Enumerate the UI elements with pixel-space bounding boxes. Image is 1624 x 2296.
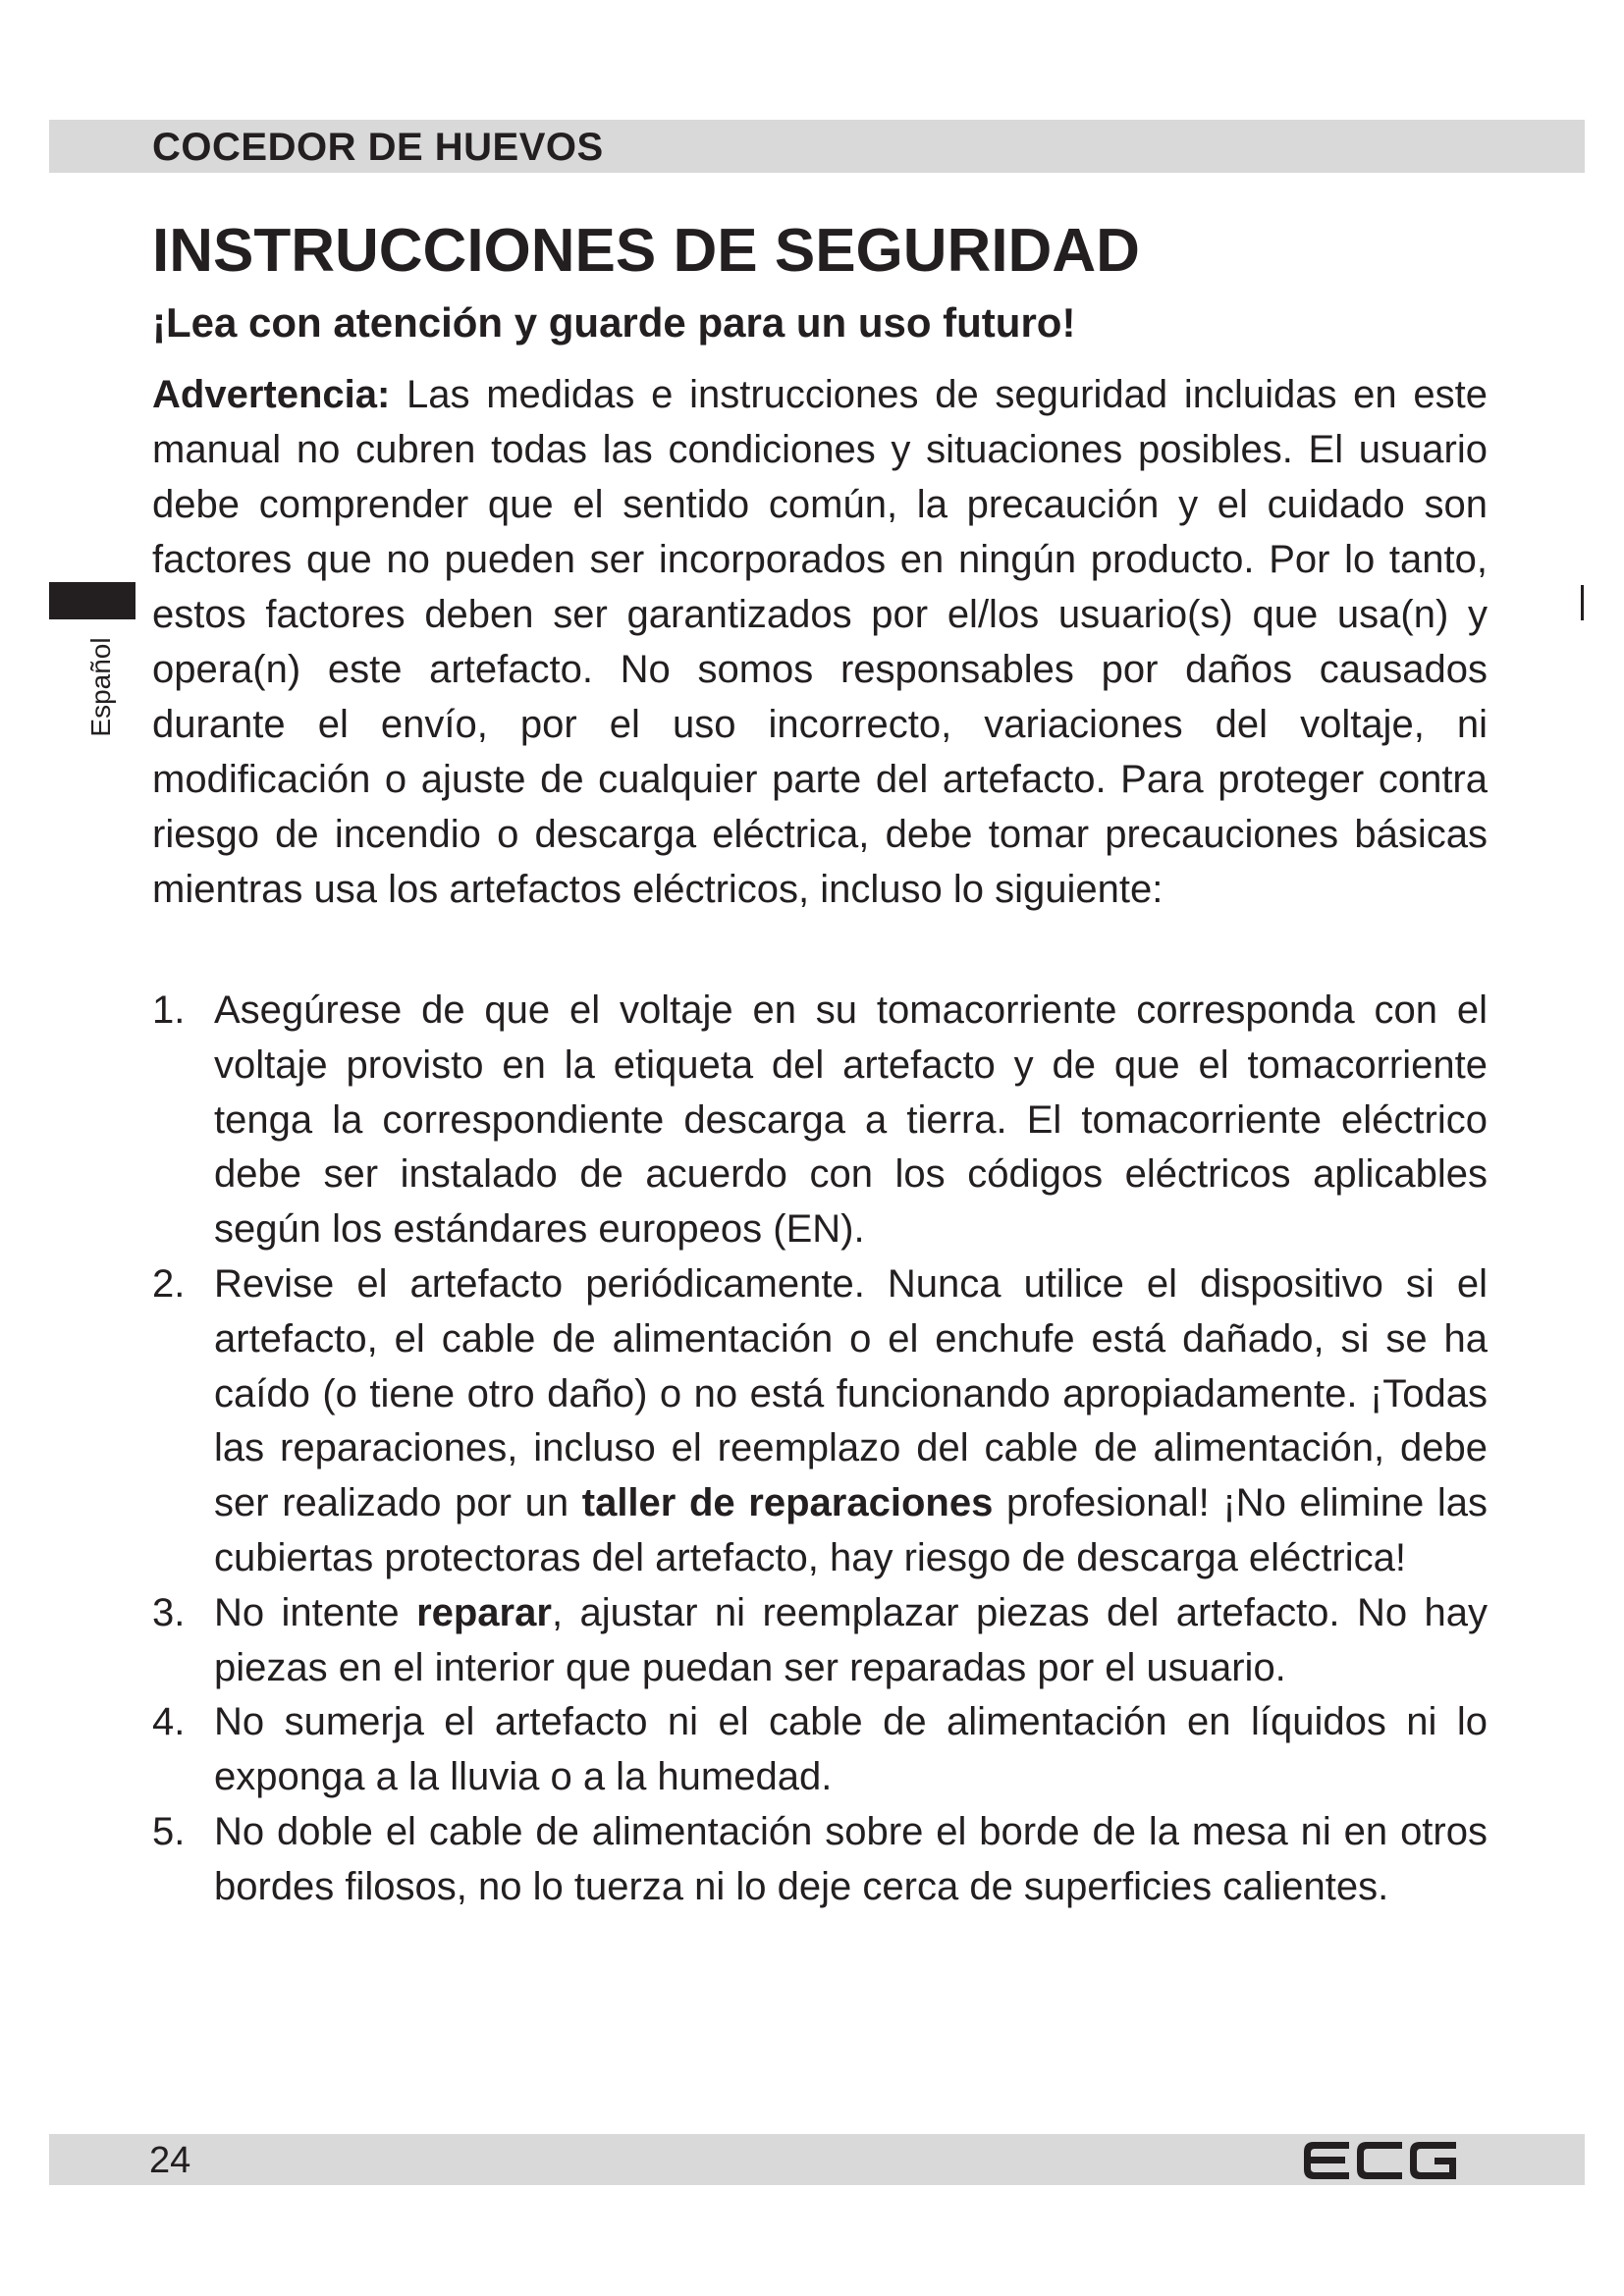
page-title: INSTRUCCIONES DE SEGURIDAD [152, 217, 1140, 285]
page-subtitle: ¡Lea con atención y guarde para un uso futuro! [152, 299, 1076, 346]
item-number: 3. [152, 1590, 186, 1634]
language-tab-marker [49, 582, 135, 619]
intro-paragraph [152, 367, 1488, 917]
item-text: No sumerja el artefacto ni el cable de alimentación en líquidos ni lo exponga a la lluvia o a la humedad. [214, 1700, 1488, 1799]
item-text: No doble el cable de alimentación sobre el borde de la mesa ni en otros bordes filosos, no lo tuerza ni lo deje cerca de superficies calientes. [214, 1809, 1488, 1908]
intro-text: Las medidas e instrucciones de seguridad incluidas en este manual no cubren todas las condiciones y situaciones posibles. El usuario debe comprender que el sentido común, la precaución y el cuidado son factores que no pueden ser incorporados en ningún producto. Por lo tanto, estos factores deben ser garantizados por el/los usuario(s) que usa(n) y opera(n) este artefacto. No somos responsables por daños causados durante el envío, por el uso incorrecto, variaciones del voltaje, ni modificación o ajuste de cualquier parte del artefacto. Para proteger contra riesgo de incendio o descarga eléctrica, debe tomar precauciones básicas mientras usa los artefactos eléctricos, incluso lo siguiente: [152, 373, 1488, 911]
item-emphasis: reparar [416, 1590, 552, 1634]
language-label: Español [85, 637, 116, 737]
safety-list [152, 984, 1488, 1915]
warning-label: Advertencia: [152, 373, 391, 416]
item-number: 4. [152, 1700, 186, 1744]
ecg-logo [1304, 2142, 1459, 2179]
item-text: Asegúrese de que el voltaje en su tomacorriente corresponda con el voltaje provisto en la etiqueta del artefacto y de que el tomacorriente tenga la correspondiente descarga a tierra. El tomacorriente eléctrico debe ser instalado de acuerdo con los códigos eléctricos aplicables según los estándares europeos (EN). [214, 988, 1488, 1252]
item-emphasis: taller de reparaciones [581, 1481, 994, 1525]
item-text: profesional! ¡No elimine las cubiertas protectoras del artefacto, hay riesgo de descarga eléctrica! [214, 1481, 1488, 1579]
item-text: , ajustar ni reemplazar piezas del artefacto. No hay piezas en el interior que puedan ser reparadas por el usuario. [214, 1590, 1488, 1689]
list-item [152, 1257, 1488, 1586]
header-title: COCEDOR DE HUEVOS [152, 126, 604, 169]
list-item [152, 1586, 1488, 1696]
list-item [152, 1805, 1488, 1915]
item-number: 5. [152, 1809, 186, 1853]
page-edge-mark [1581, 585, 1584, 620]
list-item [152, 984, 1488, 1257]
page-number: 24 [149, 2140, 191, 2181]
list-item [152, 1695, 1488, 1805]
item-text: Revise el artefacto periódicamente. Nunca utilice el dispositivo si el artefacto, el cable de alimentación o el enchufe está dañado, si se ha caído (o tiene otro daño) o no está funcionando apropiadamente. ¡Todas las reparaciones, incluso el reemplazo del cable de alimentación, debe ser realizado por un [214, 1261, 1488, 1525]
item-number: 1. [152, 988, 186, 1032]
item-number: 2. [152, 1261, 186, 1306]
item-text: No intente [214, 1590, 400, 1634]
